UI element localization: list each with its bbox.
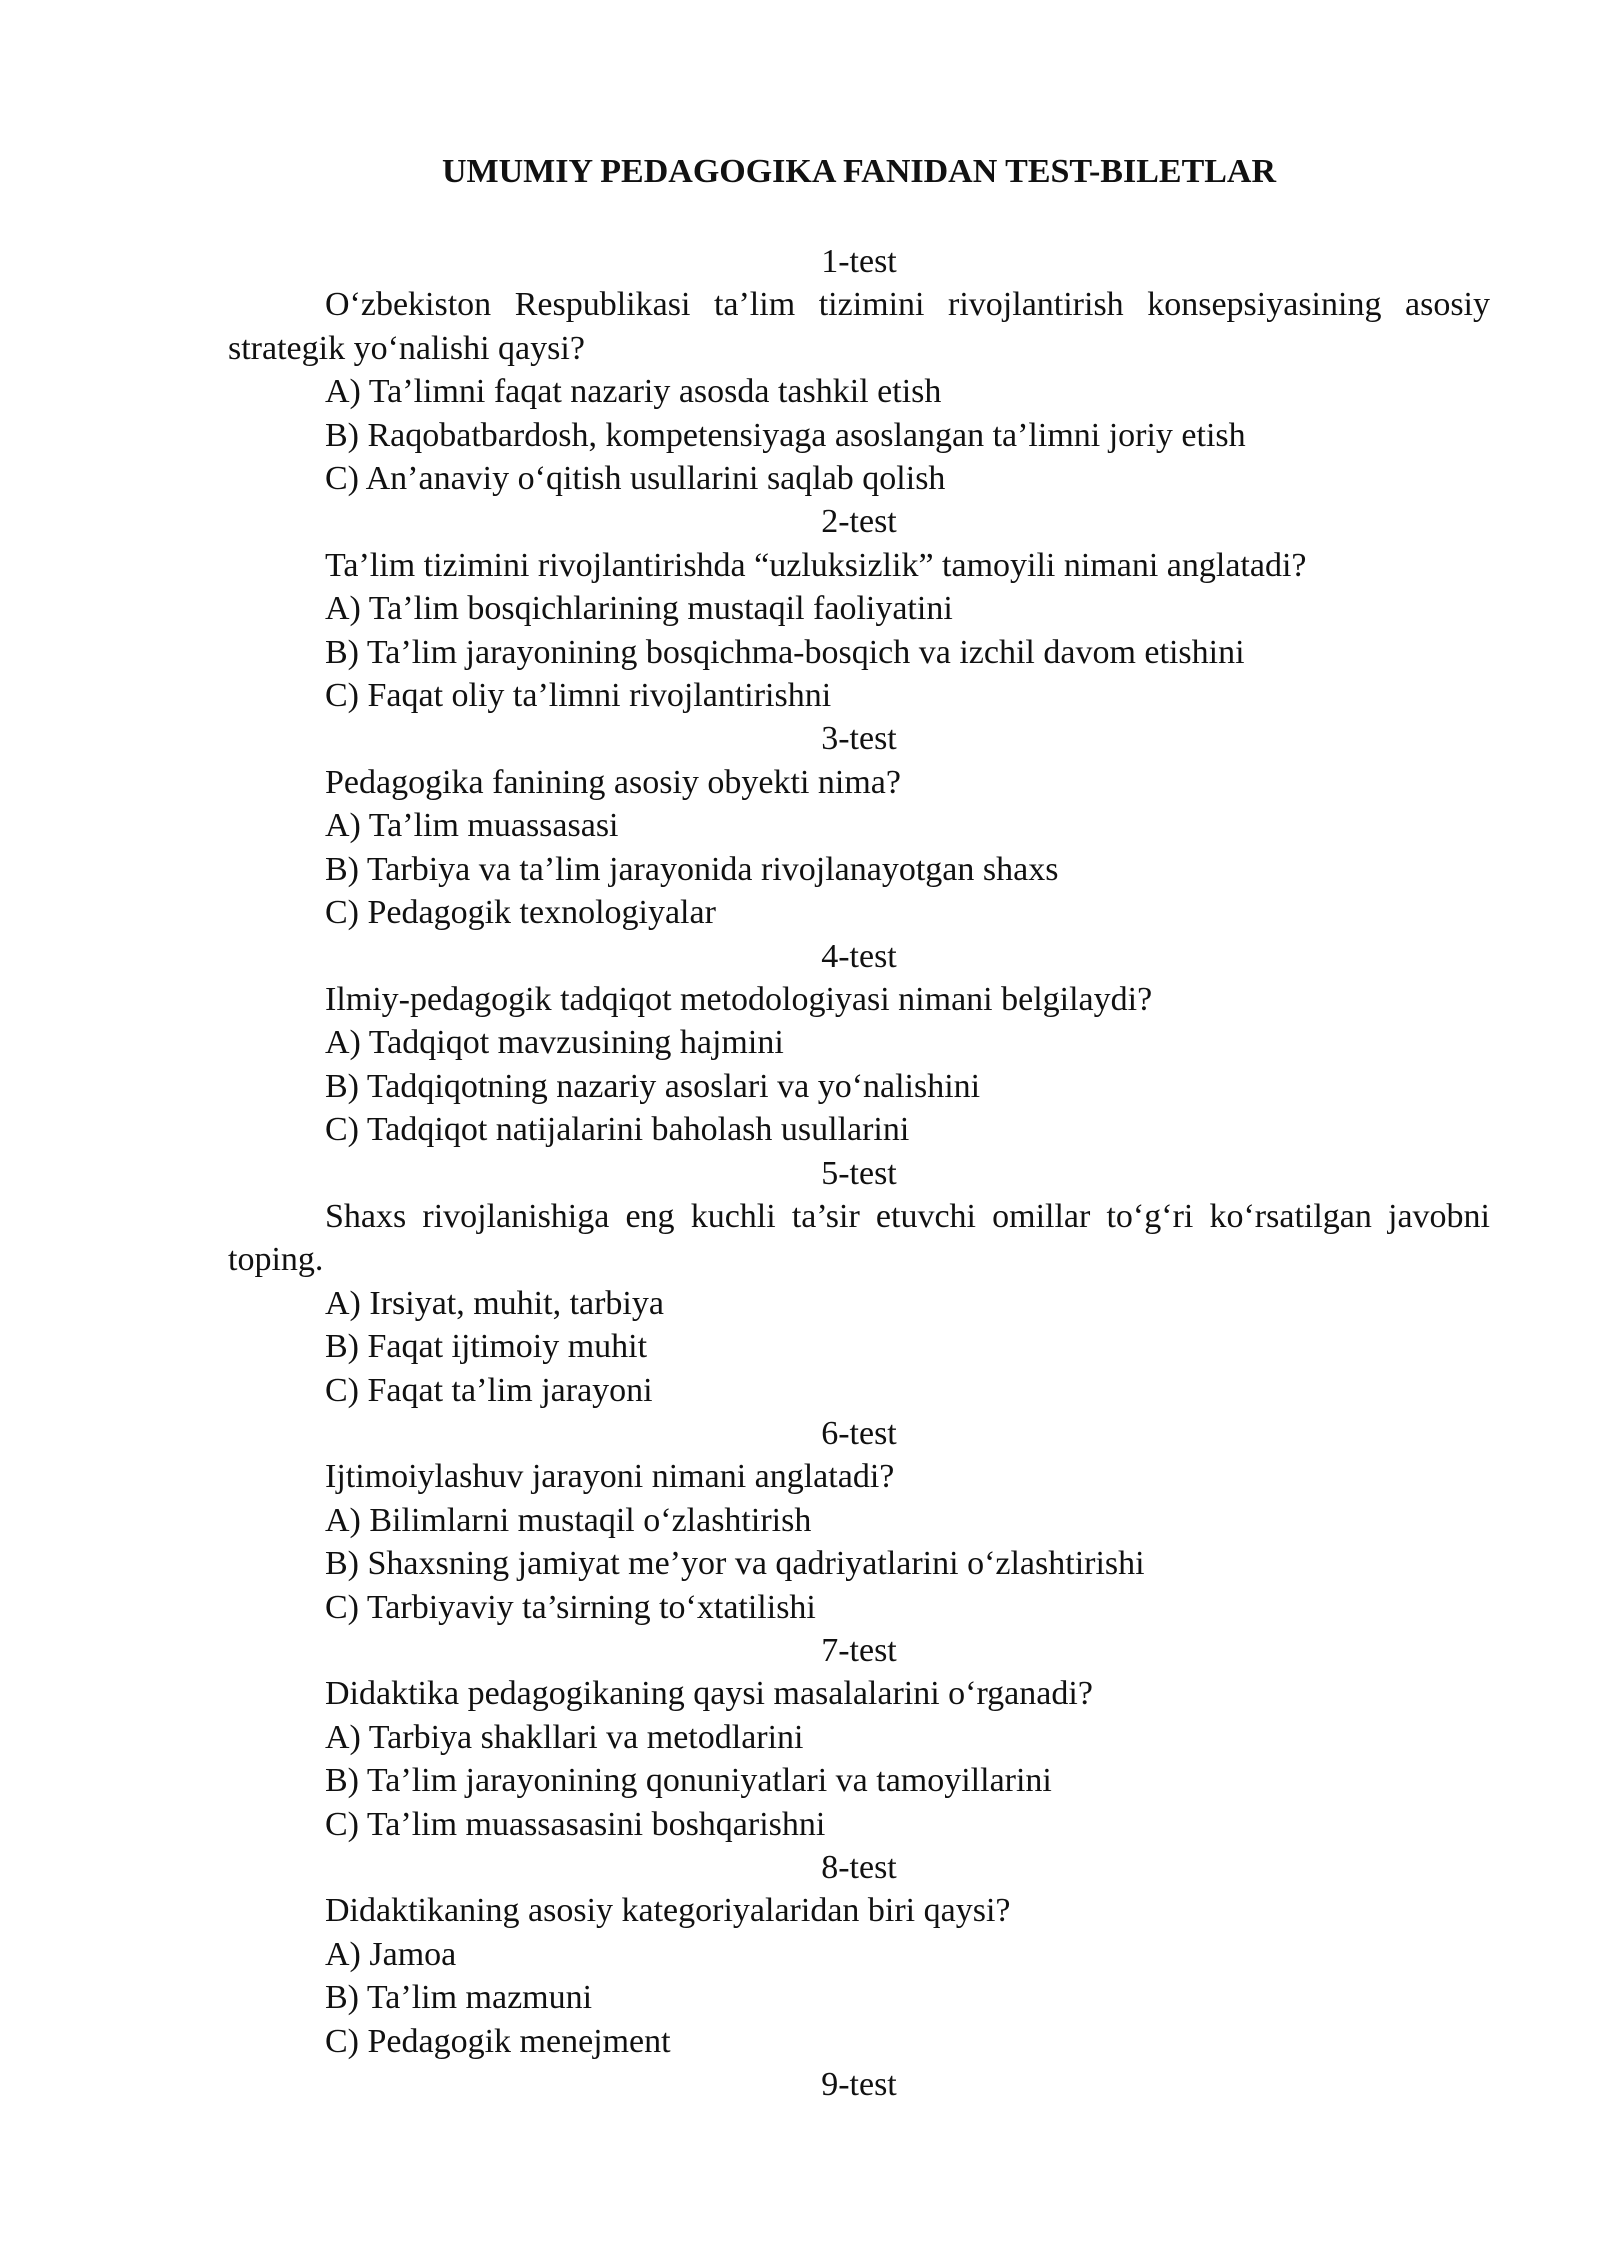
test-question: Didaktikaning asosiy kategoriyalaridan biri qaysi? <box>325 1892 1011 1930</box>
test-number: 1-test <box>821 243 897 280</box>
answer-option-b: B) Tarbiya va ta’lim jarayonida rivojlanayotgan shaxs <box>325 850 1059 888</box>
test-item-5 <box>228 1152 1490 1412</box>
test-number: 3-test <box>821 720 897 758</box>
test-question: Didaktika pedagogikaning qaysi masalalarini o‘rganadi? <box>325 1675 1093 1713</box>
test-number: 7-test <box>821 1632 897 1669</box>
test-item-8 <box>228 1846 1490 2063</box>
test-question: Pedagogika fanining asosiy obyekti nima? <box>325 763 901 801</box>
answer-option-c: C) Faqat ta’lim jarayoni <box>325 1371 653 1409</box>
test-number: 2-test <box>821 503 897 541</box>
test-question: O‘zbekiston Respublikasi ta’lim tizimini rivojlantirish konsepsiyasining asosiy strategik yo‘nalishi qaysi? <box>228 286 1490 367</box>
answer-option-b: B) Ta’lim mazmuni <box>325 1979 593 2017</box>
test-number: 5-test <box>821 1154 897 1192</box>
test-item-9 <box>228 2063 1490 2106</box>
test-number: 9-test <box>821 2066 897 2104</box>
answer-option-a: A) Tadqiqot mavzusining hajmini <box>325 1024 784 1062</box>
test-number: 6-test <box>821 1414 897 1452</box>
test-number: 4-test <box>821 937 897 975</box>
answer-option-b: B) Shaxsning jamiyat me’yor va qadriyatlarini o‘zlashtirishi <box>325 1545 1145 1583</box>
answer-option-a: A) Ta’lim bosqichlarining mustaqil faoliyatini <box>325 590 953 628</box>
test-item-3 <box>228 717 1490 934</box>
test-item-1 <box>228 240 1490 500</box>
answer-option-b: B) Ta’lim jarayonining qonuniyatlari va tamoyillarini <box>325 1762 1052 1800</box>
test-question: Shaxs rivojlanishiga eng kuchli ta’sir etuvchi omillar to‘g‘ri ko‘rsatilgan javobni toping. <box>228 1197 1490 1279</box>
answer-option-a: A) Tarbiya shakllari va metodlarini <box>325 1718 804 1756</box>
test-item-6 <box>228 1412 1490 1629</box>
test-question: Ta’lim tizimini rivojlantirishda “uzluksizlik” tamoyili nimani anglatadi? <box>325 546 1307 584</box>
document-title: UMUMIY PEDAGOGIKA FANIDAN TEST-BILETLAR <box>441 153 1277 190</box>
test-number: 8-test <box>821 1849 897 1887</box>
answer-option-a: A) Ta’lim muassasasi <box>325 807 619 845</box>
test-list <box>228 240 1490 2106</box>
answer-option-c: C) Faqat oliy ta’limni rivojlantirishni <box>325 677 832 715</box>
answer-option-b: B) Tadqiqotning nazariy asoslari va yo‘nalishini <box>325 1067 981 1105</box>
answer-option-a: A) Irsiyat, muhit, tarbiya <box>325 1284 664 1322</box>
answer-option-a: A) Bilimlarni mustaqil o‘zlashtirish <box>325 1501 812 1539</box>
test-item-4 <box>228 935 1490 1152</box>
answer-option-b: B) Ta’lim jarayonining bosqichma-bosqich va izchil davom etishini <box>325 633 1245 671</box>
answer-option-a: A) Jamoa <box>325 1935 457 1973</box>
answer-option-c: C) Pedagogik menejment <box>325 2022 671 2060</box>
answer-option-b: B) Faqat ijtimoiy muhit <box>325 1328 648 1366</box>
test-item-2 <box>228 500 1490 717</box>
answer-option-a: A) Ta’limni faqat nazariy asosda tashkil etish <box>325 373 942 411</box>
answer-option-c: C) Tadqiqot natijalarini baholash usullarini <box>325 1111 910 1149</box>
answer-option-c: C) Ta’lim muassasasini boshqarishni <box>325 1805 826 1843</box>
test-question: Ilmiy-pedagogik tadqiqot metodologiyasi nimani belgilaydi? <box>325 980 1153 1018</box>
answer-option-c: C) Pedagogik texnologiyalar <box>325 894 716 932</box>
test-question: Ijtimoiylashuv jarayoni nimani anglatadi? <box>325 1458 895 1496</box>
test-item-7 <box>228 1629 1490 1846</box>
answer-option-c: C) An’anaviy o‘qitish usullarini saqlab qolish <box>325 460 946 498</box>
answer-option-c: C) Tarbiyaviy ta’sirning to‘xtatilishi <box>325 1588 816 1626</box>
answer-option-b: B) Raqobatbardosh, kompetensiyaga asoslangan ta’limni joriy etish <box>325 416 1246 454</box>
